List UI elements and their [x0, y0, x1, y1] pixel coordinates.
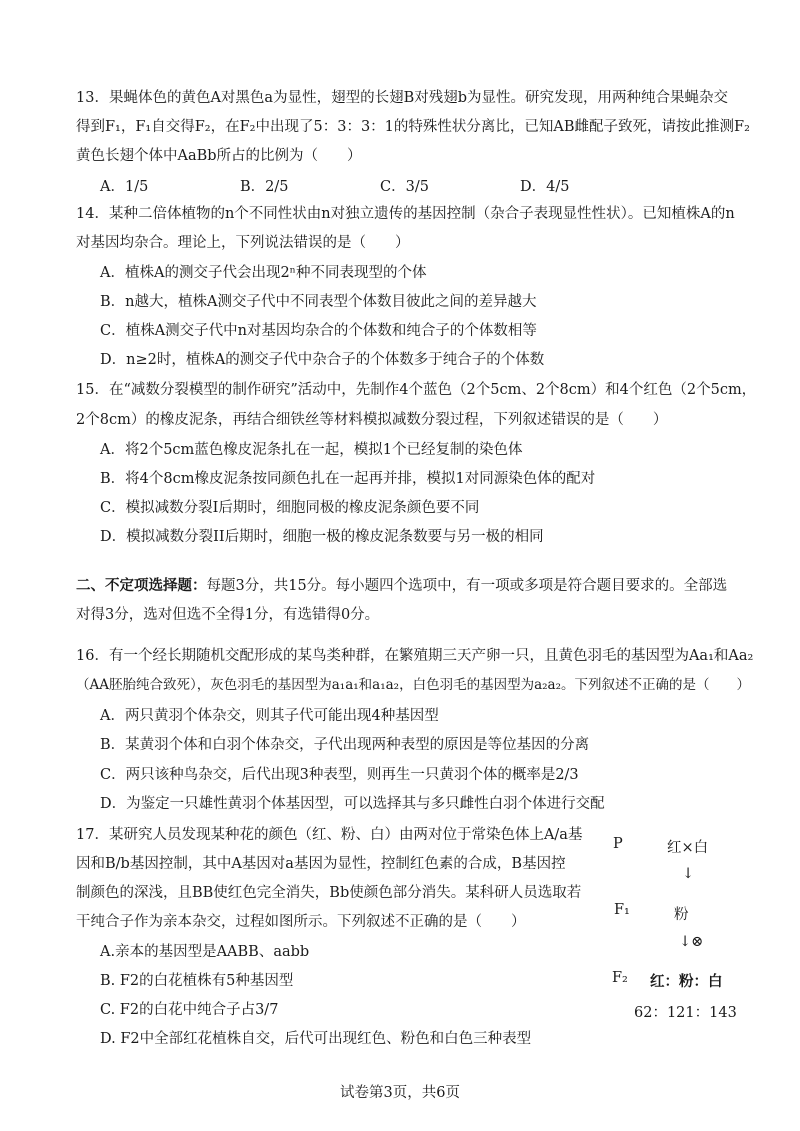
q16-stem-line-2: （AA胚胎纯合致死），灰色羽毛的基因型为a₁a₁和a₁a₂，白色羽毛的基因型为a₂a₂。下列叙述不正确的是（ ）: [76, 677, 751, 693]
q13-options: [100, 177, 660, 197]
q13-stem-line-1: 13．果蝇体色的黄色A对黑色a为显性，翅型的长翅B对残翅b为显性。研究发现，用两种纯合果蝇杂交: [76, 90, 729, 106]
section-2-text-2: 对得3分，选对但选不全得1分，有选错得0分。: [76, 607, 380, 623]
q17-stem-line-2: 因和B/b基因控制，其中A基因对a基因为显性，控制红色素的合成，B基因控: [76, 856, 566, 872]
down-arrow-icon: ↓: [682, 866, 695, 882]
q13-option-c: C．3/5: [380, 179, 429, 195]
q15-option-c: C．模拟减数分裂I后期时，细胞同极的橡皮泥条颜色要不同: [100, 500, 480, 516]
q17-stem-line-3: 制颜色的深浅，且BB使红色完全消失，Bb使颜色部分消失。某科研人员选取若: [76, 885, 582, 901]
q14-option-b: B．n越大，植株A测交子代中不同表型个体数目彼此之间的差异越大: [100, 294, 537, 310]
q14-stem-line-1: 14．某种二倍体植物的n个不同性状由n对独立遗传的基因控制（杂合子表现显性性状）。已知植株A的n: [76, 206, 735, 222]
q13-stem-line-2: 得到F₁，F₁自交得F₂，在F₂中出现了5：3：3：1的特殊性状分离比，已知AB雌配子致死，请按此推测F₂: [76, 119, 750, 135]
f1-phenotype: 粉: [674, 907, 689, 923]
q16-option-a: A．两只黄羽个体杂交，则其子代可能出现4种基因型: [100, 708, 439, 724]
q16-stem-line-1: 16．有一个经长期随机交配形成的某鸟类种群，在繁殖期三天产卵一只，且黄色羽毛的基因型为Aa₁和Aa₂: [76, 648, 754, 664]
q14-option-d: D．n≥2时，植株A的测交子代中杂合子的个体数多于纯合子的个体数: [100, 352, 545, 368]
q15-option-b: B．将4个8cm橡皮泥条按同颜色扎在一起再并排，模拟1对同源染色体的配对: [100, 471, 596, 487]
q16-option-d: D．为鉴定一只雄性黄羽个体基因型，可以选择其与多只雌性白羽个体进行交配: [100, 796, 605, 812]
q15-stem-line-2: 2个8cm）的橡皮泥条，再结合细铁丝等材料模拟减数分裂过程，下列叙述错误的是（ ）: [76, 412, 668, 428]
q13-stem-line-3: 黄色长翅个体中AaBb所占的比例为（ ）: [76, 148, 362, 164]
selfing-arrow-icon: ↓⊗: [679, 934, 704, 950]
q14-option-c: C．植株A测交子代中n对基因均杂合的个体数和纯合子的个体数相等: [100, 323, 537, 339]
f2-generation-label: F₂: [612, 970, 628, 986]
f2-ratio: 62：121：143: [634, 1005, 737, 1021]
section-2-instructions: [76, 576, 727, 596]
q17-option-a: A.亲本的基因型是AABB、aabb: [100, 944, 310, 960]
q15-stem-line-1: 15．在“减数分裂模型的制作研究”活动中，先制作4个蓝色（2个5cm、2个8cm）和4个红色（2个5cm，: [76, 382, 757, 398]
q14-stem-line-2: 对基因均杂合。理论上，下列说法错误的是（ ）: [76, 235, 410, 251]
q16-option-c: C．两只该种鸟杂交，后代出现3种表型，则再生一只黄羽个体的概率是2/3: [100, 767, 579, 783]
q13-option-d: D．4/5: [520, 179, 570, 195]
section-2-title: 二、不定项选择题：: [76, 577, 207, 594]
p-generation-label: P: [613, 836, 623, 852]
q16-option-b: B．某黄羽个体和白羽个体杂交，子代出现两种表型的原因是等位基因的分离: [100, 737, 590, 753]
f1-generation-label: F₁: [614, 902, 630, 918]
q13-option-b: B．2/5: [240, 179, 289, 195]
q17-option-b: B. F2的白花植株有5种基因型: [100, 973, 294, 989]
q17-stem-line-4: 干纯合子作为亲本杂交，过程如图所示。下列叙述不正确的是（ ）: [76, 914, 526, 930]
section-2-text-1: 每题3分，共15分。每小题四个选项中，有一项或多项是符合题目要求的。全部选: [206, 578, 728, 594]
q17-option-c: C. F2的白花中纯合子占3/7: [100, 1002, 279, 1018]
q15-option-d: D．模拟减数分裂II后期时，细胞一极的橡皮泥条数要与另一极的相同: [100, 529, 544, 545]
q17-stem-line-1: 17．某研究人员发现某种花的颜色（红、粉、白）由两对位于常染色体上A/a基: [76, 827, 583, 843]
q13-option-a: A．1/5: [100, 179, 149, 195]
page-footer: 试卷第3页，共6页: [340, 1085, 460, 1101]
q14-option-a: A．植株A的测交子代会出现2ⁿ种不同表现型的个体: [100, 265, 427, 281]
q15-option-a: A．将2个5cm蓝色橡皮泥条扎在一起，模拟1个已经复制的染色体: [100, 442, 523, 458]
q17-option-d: D. F2中全部红花植株自交，后代可出现红色、粉色和白色三种表型: [100, 1031, 532, 1047]
parent-cross: 红×白: [667, 840, 709, 856]
f2-phenotypes: 红：粉：白: [650, 973, 723, 990]
